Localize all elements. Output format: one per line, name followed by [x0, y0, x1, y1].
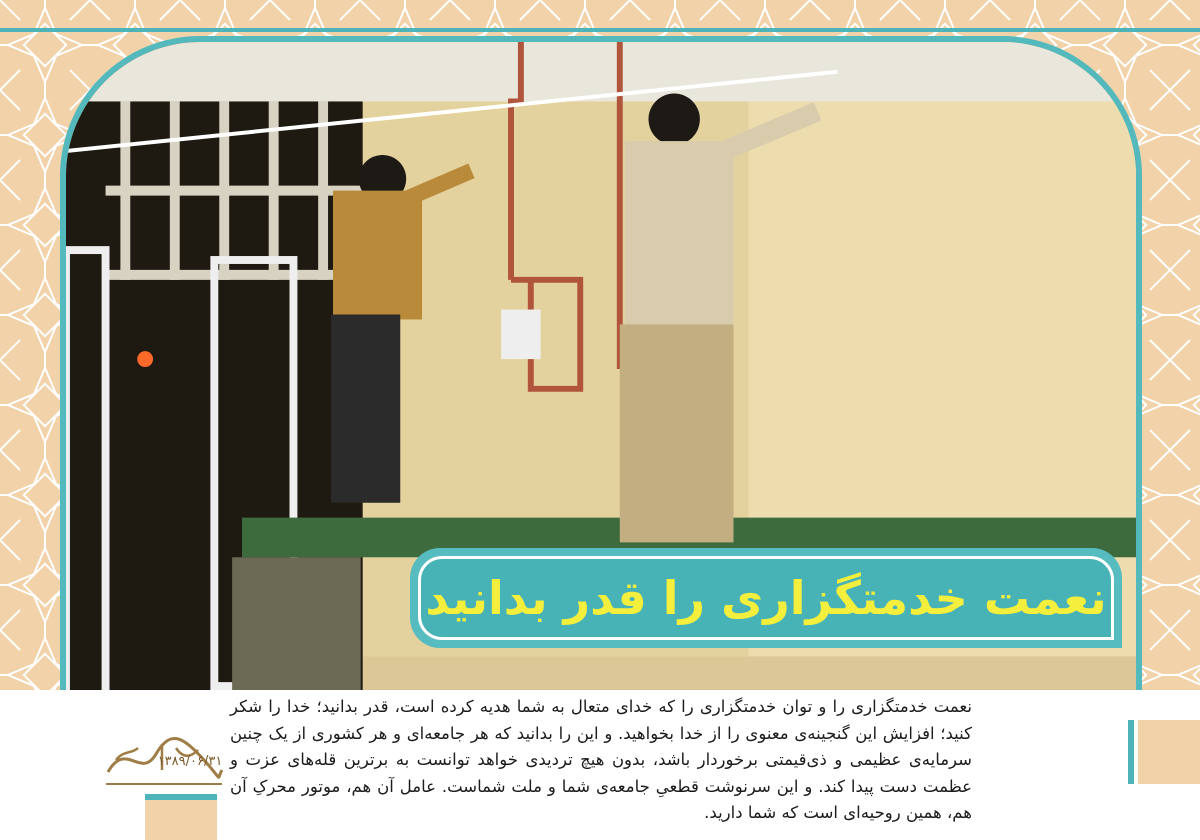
- headline-inner-frame: [418, 556, 1114, 640]
- headline-banner: [410, 548, 1122, 648]
- headline-title: نعمت خدمتگزاری را قدر بدانید: [425, 571, 1107, 625]
- quote-body-text: نعمت خدمتگزاری را و توان خدمتگزاری را که خدای متعال به شما هدیه کرده است، قدر بدانید؛ خدا را شکر کنید؛ افزایش این گنجینه‌ی معنوی را از خدا بخواهید. و این را بدانید که هر جامعه‌ای و هر کشوری از یک چنین سرمایه‌ی عظیمی و ذی‌قیمتی برخوردار باشد، بدون هیچ تردیدی خواهد توانست به برترین قله‌های عزت و عظمت دست پیدا کند. و این سرنوشت قطعیِ جامعه‌ی شما و ملت شماست. عامل آن هم، موتور محرکِ آن هم، همین روحیه‌ای است که شما دارید.: [230, 697, 972, 822]
- caption-area: [0, 690, 1200, 840]
- signature-date: ۱۳۸۹/۰۶/۳۱: [157, 754, 223, 769]
- side-accent-bar: [1128, 720, 1134, 784]
- top-accent-band: [0, 28, 1200, 32]
- side-pattern-block: [1138, 720, 1200, 784]
- signature-pattern-block: [145, 800, 217, 840]
